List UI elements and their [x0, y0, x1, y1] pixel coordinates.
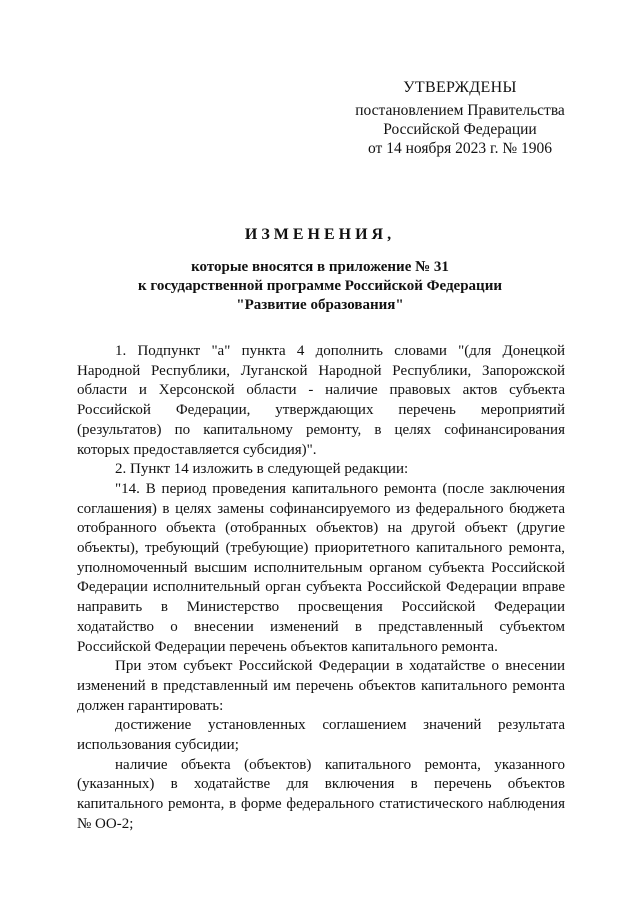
- document-subtitle-2: к государственной программе Российской Федерации: [138, 278, 502, 294]
- paragraph-4: При этом субъект Российской Федерации в ходатайстве о внесении изменений в представленный им перечень объектов капитального ремонта должен гарантировать:: [77, 658, 565, 714]
- document-body: [77, 342, 565, 835]
- document-subtitle-1: которые вносятся в приложение № 31: [191, 259, 449, 275]
- approval-line-1: постановлением Правительства: [355, 102, 565, 119]
- approval-block: [330, 78, 590, 158]
- approval-line-3: от 14 ноября 2023 г. № 1906: [368, 140, 552, 157]
- paragraph-1: 1. Подпункт "а" пункта 4 дополнить словами "(для Донецкой Народной Республики, Луганской Народной Республики, Запорожской области и Херсонской области - наличие правовых актов субъекта Российской Федерации, утверждающих перечень мероприятий (результатов) по капитальному ремонту, в целях софинансирования которых предоставляется субсидия)".: [77, 343, 565, 458]
- paragraph-2: 2. Пункт 14 изложить в следующей редакции:: [115, 461, 409, 478]
- paragraph-6: наличие объекта (объектов) капитального ремонта, указанного (указанных) в ходатайстве для включения в перечень объектов капитального ремонта, в форме федерального статистического наблюдения № ОО-2;: [77, 756, 565, 832]
- paragraph-3: "14. В период проведения капитального ремонта (после заключения соглашения) в целях замены софинансируемого из федерального бюджета отобранного объекта (отобранных объектов) на другой объект (другие объекты), требующий (требующие) приоритетного капитального ремонта, уполномоченный высшим исполнительным органом субъекта Российской Федерации исполнительный орган субъекта Российской Федерации вправе направить в Министерство просвещения Российской Федерации ходатайство о внесении изменений в представленный субъектом Российской Федерации перечень объектов капитального ремонта.: [77, 480, 565, 655]
- document-title: ИЗМЕНЕНИЯ,: [244, 226, 396, 243]
- approval-line-2: Российской Федерации: [383, 121, 537, 138]
- approval-stamp-title: УТВЕРЖДЕНЫ: [403, 79, 517, 96]
- document-heading: [75, 226, 565, 315]
- paragraph-5: достижение установленных соглашением значений результата использования субсидии;: [77, 717, 565, 754]
- document-subtitle-3: "Развитие образования": [236, 297, 404, 313]
